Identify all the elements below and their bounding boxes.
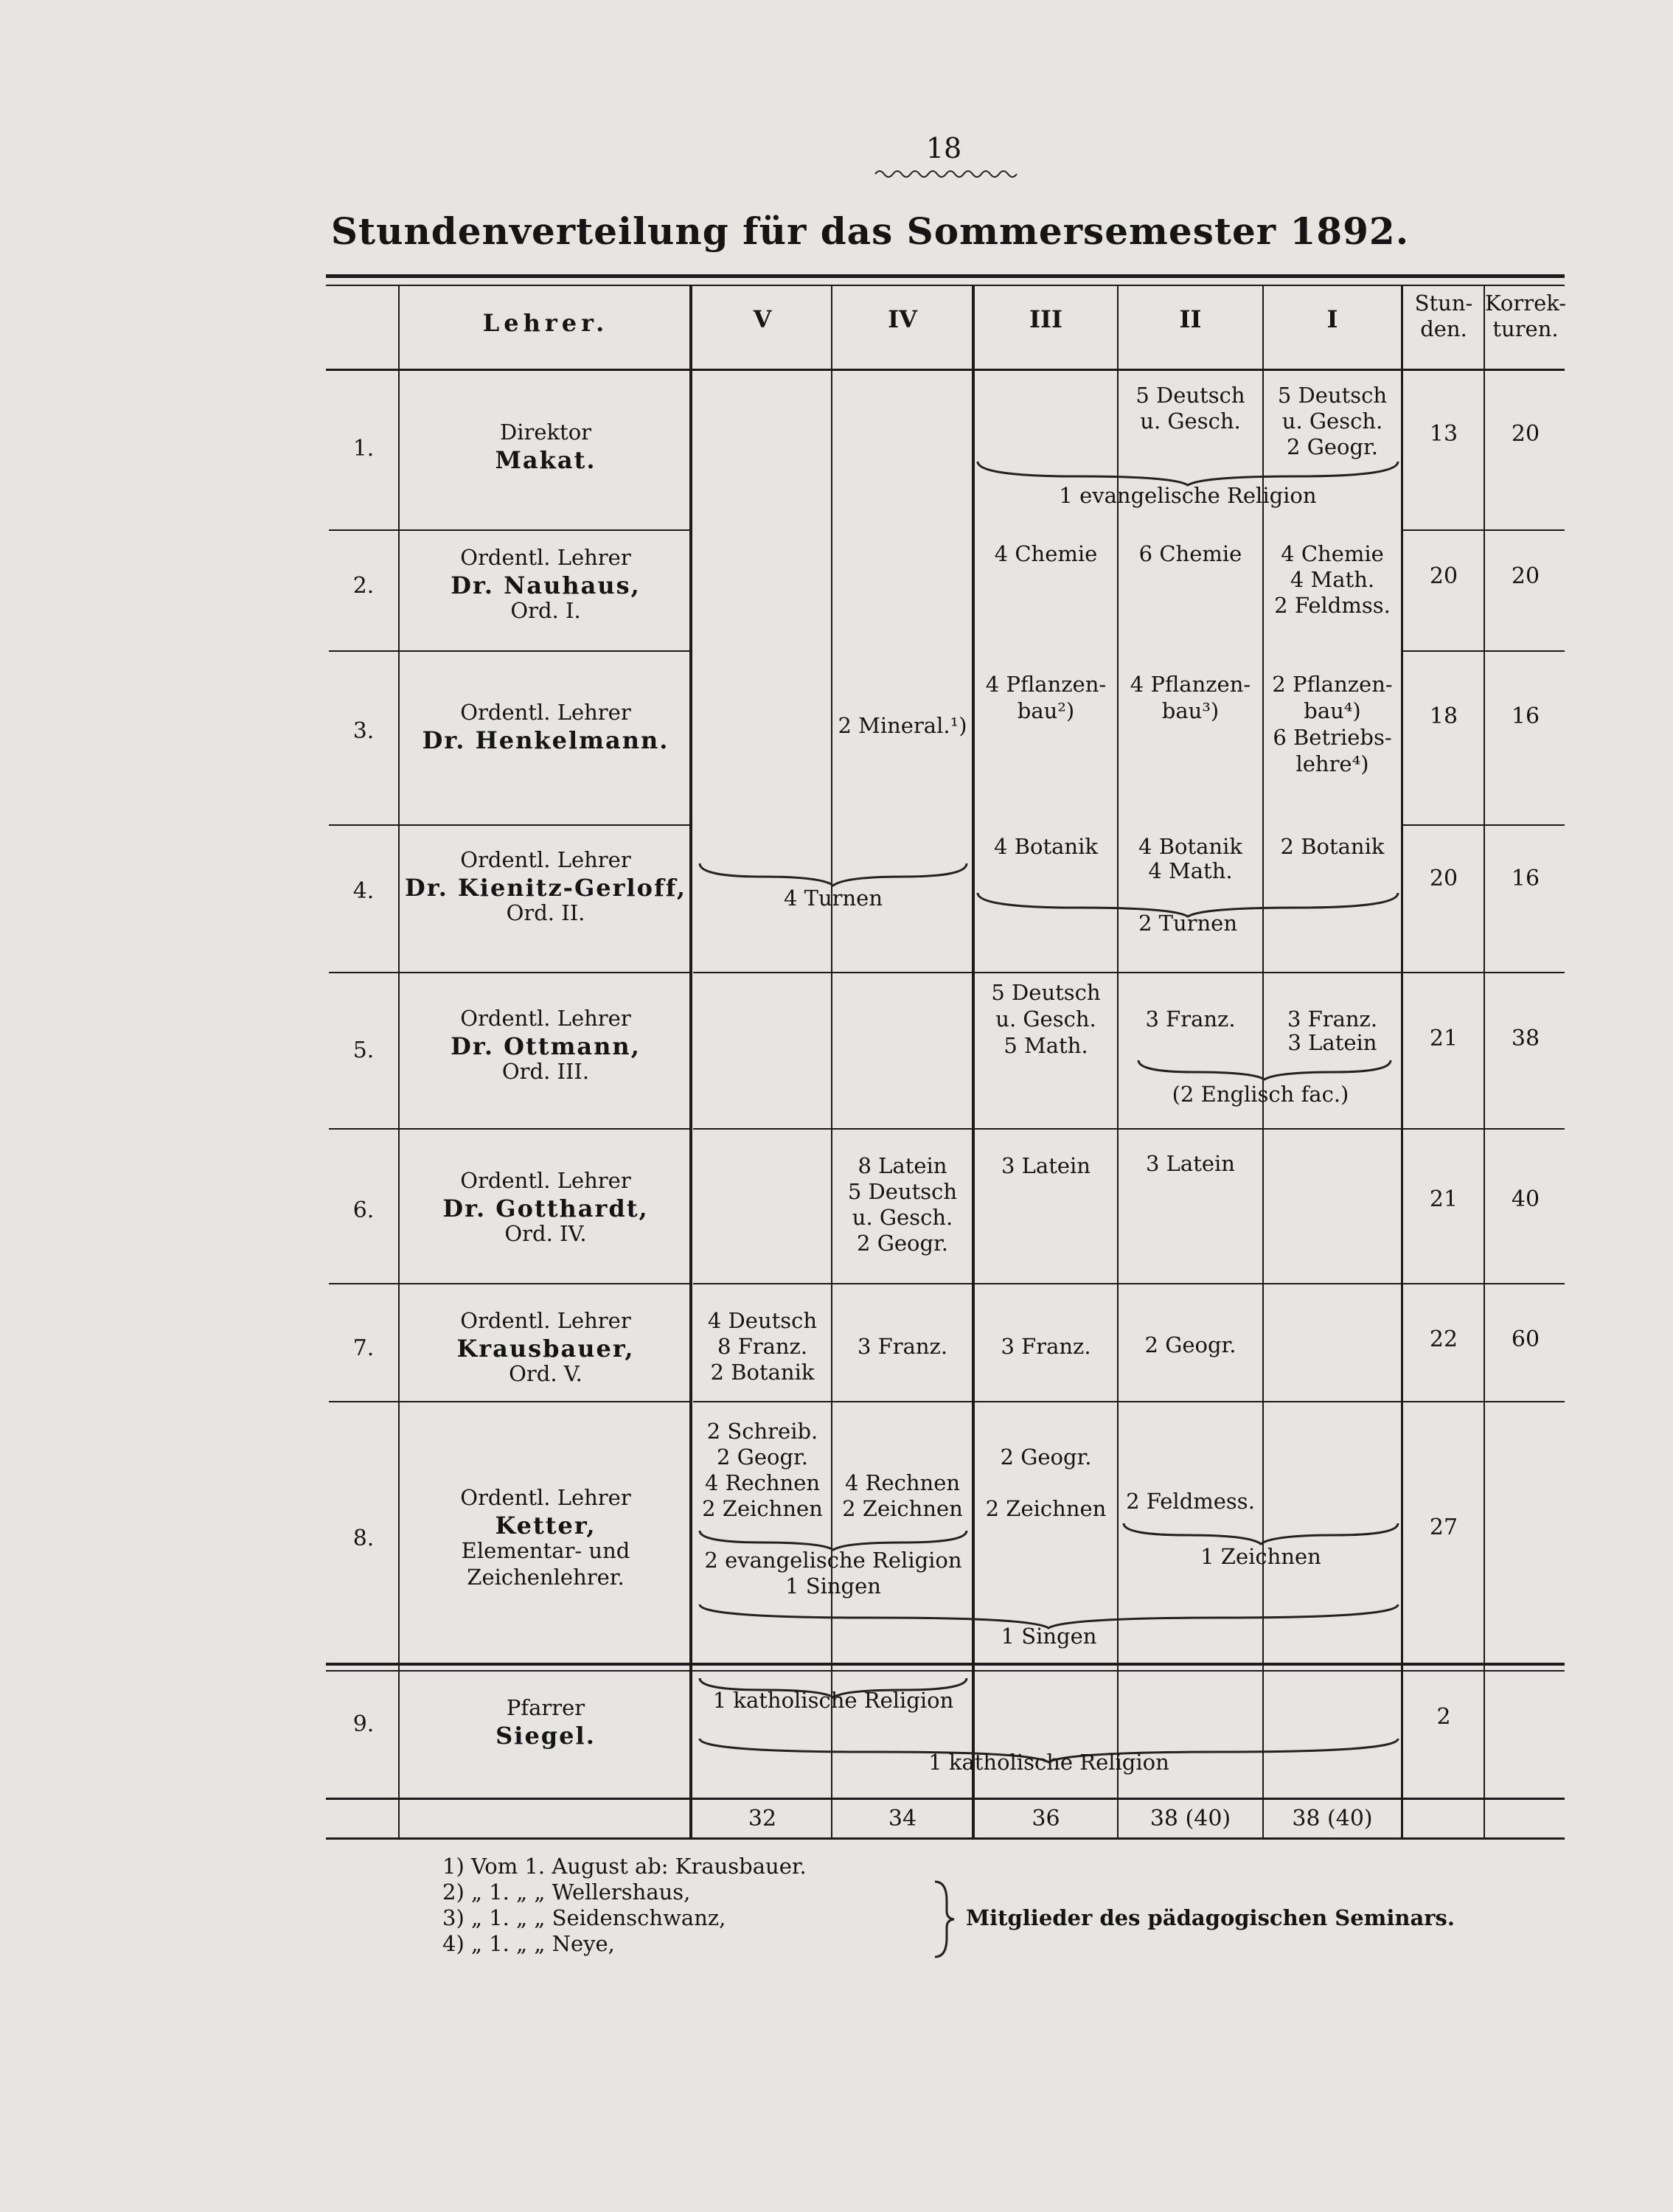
teacher-title: Ordentl. Lehrer — [460, 847, 631, 872]
shared-lesson: 2 evangelische Religion — [704, 1548, 962, 1573]
cell-ii: 6 Chemie — [1138, 541, 1242, 566]
total-v: 32 — [748, 1806, 777, 1832]
hours-value: 20 — [1429, 563, 1458, 589]
rule-bottom — [326, 1837, 1565, 1840]
cell-ii: 2 Feldmess. — [1126, 1489, 1255, 1514]
teacher-name: Siegel. — [495, 1722, 596, 1750]
header-teacher: Lehrer. — [482, 309, 609, 337]
page-number: 18 — [925, 132, 962, 164]
footnote-4: 4) „ 1. „ „ Neye, — [442, 1931, 615, 1956]
page-title: Stundenverteilung für das Sommersemester 1892. — [330, 209, 1410, 253]
cell-iii: 4 Chemie — [994, 541, 1098, 566]
teacher-role: Ord. I. — [510, 598, 581, 623]
cell-i: 4 Chemie — [1281, 541, 1384, 566]
header-hours-1: Stun- — [1414, 291, 1473, 316]
teacher-role: Ord. III. — [501, 1059, 590, 1084]
teacher-role: Ord. IV. — [504, 1221, 587, 1246]
row-number: 8. — [352, 1526, 375, 1551]
cell-ii: 4 Math. — [1148, 858, 1233, 883]
header-hours-2: den. — [1420, 316, 1467, 341]
cell-i: 2 Geogr. — [1287, 434, 1378, 459]
shared-lesson: 1 Zeichnen — [1200, 1544, 1321, 1569]
shared-lesson: 1 evangelische Religion — [1059, 483, 1317, 508]
brace-shared — [1135, 1056, 1394, 1081]
total-i: 38 (40) — [1292, 1806, 1373, 1832]
teacher-role: Zeichenlehrer. — [467, 1565, 625, 1590]
header-class-iv: IV — [888, 305, 917, 333]
cell-iv: 2 Zeichnen — [842, 1496, 963, 1521]
cell-iv: 5 Deutsch — [847, 1179, 958, 1204]
shared-lesson: 1 Singen — [785, 1573, 881, 1599]
teacher-name: Dr. Gotthardt, — [442, 1194, 649, 1222]
cell-i: lehre⁴) — [1295, 751, 1369, 776]
teacher-name: Dr. Henkelmann. — [422, 726, 669, 754]
ornament-line — [874, 168, 1021, 180]
cell-ii: 2 Geogr. — [1144, 1332, 1237, 1357]
teacher-title: Ordentl. Lehrer — [460, 1168, 631, 1193]
teacher-title: Ordentl. Lehrer — [460, 1485, 631, 1510]
teacher-title: Ordentl. Lehrer — [460, 700, 631, 725]
cell-iii: 2 Zeichnen — [985, 1496, 1107, 1521]
cell-i: 5 Deutsch — [1277, 383, 1388, 408]
hours-value: 22 — [1429, 1326, 1458, 1352]
cell-v: 2 Zeichnen — [702, 1496, 823, 1521]
cell-ii: 4 Botanik — [1138, 834, 1242, 859]
teacher-name: Krausbauer, — [456, 1335, 635, 1363]
brace-shared — [697, 859, 970, 888]
row-number: 1. — [352, 436, 375, 462]
cell-i: 3 Latein — [1287, 1030, 1377, 1055]
footnote-bracket — [931, 1879, 957, 1960]
header-class-ii: II — [1179, 305, 1202, 333]
cell-ii: 5 Deutsch — [1135, 383, 1245, 408]
cell-v: 8 Franz. — [717, 1334, 808, 1359]
teacher-name: Makat. — [495, 446, 596, 474]
cell-v: 2 Geogr. — [717, 1444, 808, 1470]
teacher-title: Ordentl. Lehrer — [460, 1006, 631, 1031]
teacher-title: Direktor — [499, 420, 592, 445]
cell-iii: u. Gesch. — [995, 1006, 1096, 1032]
shared-lesson: 1 katholische Religion — [712, 1688, 954, 1713]
cell-iv: 2 Geogr. — [857, 1231, 948, 1256]
teacher-role: Elementar- und — [461, 1538, 630, 1563]
shared-lesson: 2 Turnen — [1138, 911, 1238, 936]
cell-iii: 3 Franz. — [1001, 1334, 1091, 1359]
shared-lesson: 4 Turnen — [783, 886, 883, 911]
table-top-rule-thin — [326, 285, 1565, 286]
cell-i: 2 Botanik — [1280, 834, 1385, 859]
cell-iv: 4 Rechnen — [844, 1470, 961, 1495]
cell-ii: u. Gesch. — [1140, 408, 1241, 434]
cell-iv: 2 Mineral.¹) — [838, 713, 967, 738]
cell-iii: 3 Latein — [1001, 1153, 1091, 1178]
cell-i: bau⁴) — [1304, 698, 1361, 723]
seminar-note: Mitglieder des pädagogischen Seminars. — [966, 1905, 1455, 1930]
row-number: 6. — [352, 1197, 375, 1223]
cell-ii: 3 Latein — [1146, 1151, 1235, 1176]
teacher-title: Pfarrer — [506, 1695, 585, 1720]
footnote-3: 3) „ 1. „ „ Seidenschwanz, — [442, 1905, 726, 1930]
teacher-title: Ordentl. Lehrer — [460, 1308, 631, 1333]
brace-shared — [975, 457, 1401, 487]
cell-iii: 5 Math. — [1004, 1033, 1088, 1058]
teacher-name: Dr. Nauhaus, — [451, 571, 641, 599]
hours-value: 21 — [1429, 1026, 1458, 1051]
total-iii: 36 — [1032, 1806, 1060, 1832]
corrections-value: 40 — [1511, 1186, 1540, 1212]
hours-value: 2 — [1436, 1704, 1451, 1730]
shared-lesson: (2 Englisch fac.) — [1172, 1082, 1349, 1107]
corrections-value: 60 — [1511, 1326, 1540, 1352]
cell-i: 3 Franz. — [1287, 1006, 1378, 1032]
shared-lesson: 1 katholische Religion — [928, 1750, 1169, 1775]
cell-iii: 4 Botanik — [994, 834, 1098, 859]
cell-ii: bau³) — [1161, 698, 1220, 723]
row-number: 3. — [352, 718, 375, 744]
corrections-value: 16 — [1511, 866, 1540, 891]
brace-shared — [1121, 1519, 1401, 1545]
cell-i: 4 Math. — [1290, 567, 1375, 592]
footnote-1: 1) Vom 1. August ab: Krausbauer. — [442, 1854, 807, 1879]
header-rule — [326, 369, 1565, 371]
teacher-role: Ord. II. — [506, 900, 585, 925]
header-class-iii: III — [1029, 305, 1062, 333]
rule-before-row9-thin — [326, 1670, 1565, 1672]
header-corr-2: turen. — [1492, 316, 1559, 341]
cell-iv: 8 Latein — [858, 1153, 947, 1178]
header-corr-1: Korrek- — [1485, 291, 1567, 316]
row-number: 4. — [352, 878, 375, 904]
teacher-name: Ketter, — [495, 1512, 596, 1540]
cell-iv: u. Gesch. — [852, 1205, 953, 1230]
row-number: 2. — [352, 573, 375, 599]
hours-value: 20 — [1429, 866, 1458, 891]
hours-value: 18 — [1429, 703, 1458, 729]
hours-value: 27 — [1429, 1514, 1458, 1540]
footnote-2: 2) „ 1. „ „ Wellershaus, — [442, 1879, 691, 1905]
rule-before-row9 — [326, 1663, 1565, 1666]
cell-i: 6 Betriebs- — [1273, 725, 1392, 750]
row-number: 7. — [352, 1335, 375, 1361]
corrections-value: 20 — [1511, 563, 1540, 589]
cell-iii: 4 Pflanzen- — [985, 672, 1107, 697]
cell-v: 4 Rechnen — [704, 1470, 821, 1495]
cell-iii: bau²) — [1017, 698, 1075, 723]
teacher-name: Dr. Kienitz-Gerloff, — [405, 874, 686, 902]
cell-iv: 3 Franz. — [857, 1334, 948, 1359]
cell-i: u. Gesch. — [1281, 408, 1383, 434]
cell-v: 4 Deutsch — [707, 1308, 818, 1333]
cell-iii: 2 Geogr. — [1000, 1444, 1092, 1470]
cell-i: 2 Feldmss. — [1274, 593, 1391, 618]
hours-value: 21 — [1429, 1186, 1458, 1212]
teacher-role: Ord. V. — [509, 1361, 582, 1386]
total-ii: 38 (40) — [1149, 1806, 1231, 1832]
table-top-rule — [326, 274, 1565, 278]
cell-v: 2 Schreib. — [706, 1419, 818, 1444]
hours-value: 13 — [1429, 421, 1458, 447]
teacher-name: Dr. Ottmann, — [451, 1032, 641, 1060]
corrections-value: 16 — [1511, 703, 1540, 729]
cell-ii: 4 Pflanzen- — [1130, 672, 1251, 697]
shared-lesson: 1 Singen — [1001, 1624, 1097, 1649]
cell-i: 2 Pflanzen- — [1272, 672, 1393, 697]
cell-iii: 5 Deutsch — [991, 980, 1101, 1005]
total-iv: 34 — [888, 1806, 917, 1832]
corrections-value: 20 — [1511, 421, 1540, 447]
corrections-value: 38 — [1511, 1026, 1540, 1051]
rule-totals — [326, 1798, 1565, 1800]
header-class-v: V — [753, 305, 772, 333]
teacher-title: Ordentl. Lehrer — [460, 545, 631, 570]
row-number: 9. — [352, 1711, 375, 1737]
header-class-i: I — [1326, 305, 1338, 333]
cell-v: 2 Botanik — [710, 1360, 815, 1385]
cell-ii: 3 Franz. — [1145, 1006, 1236, 1032]
row-number: 5. — [352, 1037, 375, 1063]
